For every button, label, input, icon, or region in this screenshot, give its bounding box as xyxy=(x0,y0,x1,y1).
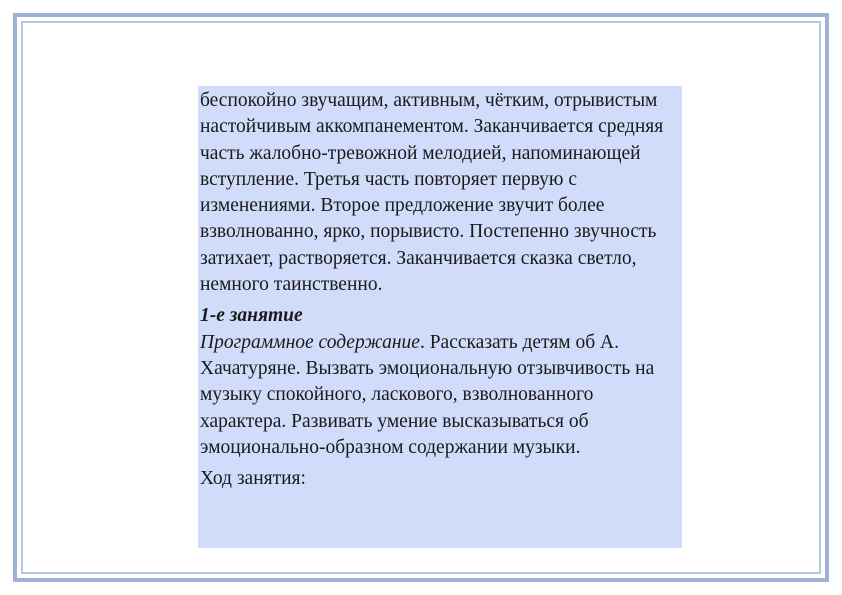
program-text: . Рассказать детям об А. Хачатуряне. Вызвать эмоциональную отзывчивость на музыку спокойного, ласкового, взволнованного характера. Развивать умение высказываться об эмоционально-образном содержании музыки. xyxy=(200,331,655,458)
paragraph-description: беспокойно звучащим, активным, чётким, отрывистым настойчивым аккомпанементом. Заканчивается средняя часть жалобно-тревожной мелодией, напоминающей вступление. Третья часть повторяет первую с изменениями. Второе предложение звучит более взволнованно, ярко, порывисто. Постепенно звучность затихает, растворяется. Заканчивается сказка светло, немного таинственно. xyxy=(200,90,664,296)
text-box xyxy=(198,86,682,548)
program-label: Программное содержание xyxy=(200,331,420,353)
lesson-heading: 1-е занятие xyxy=(200,305,303,327)
lesson-progress-label: Ход занятия: xyxy=(200,468,306,490)
program-paragraph xyxy=(200,330,680,461)
